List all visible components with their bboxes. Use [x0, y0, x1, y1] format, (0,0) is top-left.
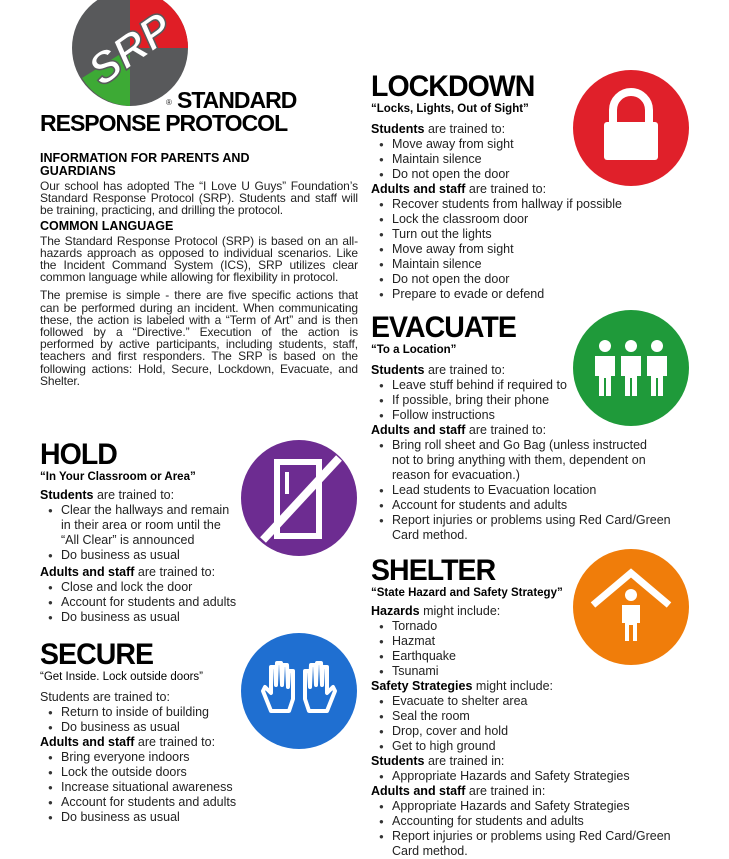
title-line-2: RESPONSE PROTOCOL [40, 110, 288, 136]
list-item: ● Clear the hallways and remain [40, 503, 250, 518]
list-item: ● Turn out the lights [371, 227, 651, 242]
list-item: ● Account for students and adults [40, 595, 250, 610]
shelter-hazards-label: Hazards might include: [371, 604, 501, 618]
shelter-directive: “State Hazard and Safety Strategy” [371, 587, 563, 599]
title-line-1: STANDARD [177, 87, 297, 113]
shelter-person-icon [573, 549, 689, 665]
secure-staff-list [40, 750, 260, 825]
list-item: ● Tsunami [371, 664, 671, 679]
list-item: ● Recover students from hallway if possible [371, 197, 651, 212]
list-item: ● Report injuries or problems using Red Card/Green Card method. [371, 829, 674, 859]
list-item: ● Evacuate to shelter area [371, 694, 671, 709]
door-icon [241, 440, 357, 556]
list-item: ● Drop, cover and hold [371, 724, 671, 739]
secure-students-label: Students are trained to: [40, 690, 170, 704]
shelter-students-label: Students are trained in: [371, 754, 505, 768]
secure-section [40, 640, 260, 825]
list-item: ● Accounting for students and adults [371, 814, 671, 829]
evacuate-badge [573, 310, 689, 426]
shelter-title: SHELTER [371, 554, 496, 587]
shelter-staff-label: Adults and staff are trained in: [371, 784, 546, 798]
list-item: ● Do not open the door [371, 272, 651, 287]
shelter-strategies-label: Safety Strategies might include: [371, 679, 554, 693]
list-item: ● Bring roll sheet and Go Bag (unless instructed not to bring anything with them, dependent on reason for evacuation.) [371, 438, 666, 483]
list-item: ● Appropriate Hazards and Safety Strategies [371, 769, 671, 784]
list-item: ● Bring everyone indoors [40, 750, 260, 765]
list-item: ● Increase situational awareness [40, 780, 260, 795]
srp-logo-icon [72, 0, 190, 112]
people-icon [573, 310, 689, 426]
list-item: ● Lead students to Evacuation location [371, 483, 671, 498]
lockdown-title: LOCKDOWN [371, 70, 535, 103]
hold-students-label: Students are trained to: [40, 488, 175, 502]
lockdown-directive: “Locks, Lights, Out of Sight” [371, 103, 529, 115]
lockdown-staff-label: Adults and staff are trained to: [371, 182, 547, 196]
hold-staff-label: Adults and staff are trained to: [40, 565, 216, 579]
hands-icon [241, 633, 357, 749]
list-item: ● Report injuries or problems using Red Card/Green Card method. [371, 513, 674, 543]
list-item: ● Do business as usual [40, 610, 250, 625]
list-item: ● Move away from sight [371, 242, 651, 257]
list-item: ● Do business as usual [40, 810, 260, 825]
hold-title: HOLD [40, 438, 117, 471]
shelter-strategies-list [371, 694, 671, 754]
list-item: ● Do business as usual [40, 720, 260, 735]
list-item: ● Account for students and adults [40, 795, 260, 810]
hold-students-list [40, 503, 250, 563]
list-item: ● Do not open the door [371, 167, 651, 182]
lockdown-badge [573, 70, 689, 186]
list-item: “All Clear” is announced [61, 533, 195, 547]
secure-title: SECURE [40, 638, 154, 671]
list-item: ● Move away from sight [371, 137, 651, 152]
list-item: ● Maintain silence [371, 257, 651, 272]
list-item: ● Seal the room [371, 709, 671, 724]
list-item: ● Do business as usual [40, 548, 250, 563]
list-item: ● Close and lock the door [40, 580, 250, 595]
list-item: ● If possible, bring their phone [371, 393, 671, 408]
shelter-students-list [371, 769, 671, 784]
list-item: ● Hazmat [371, 634, 671, 649]
hold-directive: “In Your Classroom or Area” [40, 471, 196, 483]
evacuate-title: EVACUATE [371, 311, 516, 344]
list-item: ● Return to inside of building [40, 705, 260, 720]
info-paragraph-2: The Standard Response Protocol (SRP) is based on an all-hazards approach as opposed to individual scenarios. Like the Incident Command System (ICS), SRP utilizes clear common language while allowing for flexibility in protocol. [40, 233, 358, 285]
list-item: ● Tornado [371, 619, 671, 634]
hold-section [40, 440, 250, 625]
list-item: ● Get to high ground [371, 739, 671, 754]
list-item: ● Prepare to evade or defend [371, 287, 651, 302]
lockdown-staff-list [371, 197, 651, 302]
common-language-heading: COMMON LANGUAGE [40, 218, 174, 233]
info-section [40, 152, 358, 387]
list-item: ● Leave stuff behind if required to [371, 378, 671, 393]
info-paragraph-1: Our school has adopted The “I Love U Guys” Foundation’s Standard Response Protocol (SRP). Students and staff will be training, practicing, and drilling the protocol. [40, 179, 358, 218]
hold-badge [241, 440, 357, 556]
svg-text:SRP: SRP [79, 3, 182, 96]
lockdown-students-label: Students are trained to: [371, 122, 506, 136]
evacuate-students-label: Students are trained to: [371, 363, 506, 377]
shelter-staff-list [371, 799, 671, 859]
list-item: ● Lock the outside doors [40, 765, 260, 780]
evacuate-directive: “To a Location” [371, 344, 457, 356]
secure-staff-label: Adults and staff are trained to: [40, 735, 216, 749]
padlock-icon [573, 70, 689, 186]
list-item: ● Appropriate Hazards and Safety Strategies [371, 799, 671, 814]
secure-directive: “Get Inside. Lock outside doors” [40, 671, 203, 683]
secure-students-list [40, 705, 260, 735]
list-item: ● Earthquake [371, 649, 671, 664]
list-item: ● Lock the classroom door [371, 212, 651, 227]
info-paragraph-3: The premise is simple - there are five specific actions that can be performed during an incident. When communicating these, the action is labeled with a “Term of Art” and is then followed by a “Directive.” Execution of the action is performed by active participants, including students, staff, teachers and first responders. The SRP is based on the following actions: Hold, Secure, Lockdown, Evacuate, and Shelter. [40, 288, 358, 388]
shelter-badge [573, 549, 689, 665]
info-heading: INFORMATION FOR PARENTS AND GUARDIANS [40, 151, 250, 178]
list-item: in their area or room until the [61, 518, 221, 532]
evacuate-staff-label: Adults and staff are trained to: [371, 423, 547, 437]
hold-staff-list [40, 580, 250, 625]
evacuate-staff-list [371, 438, 671, 543]
secure-badge [241, 633, 357, 749]
list-item: ● Follow instructions [371, 408, 671, 423]
list-item: ● Account for students and adults [371, 498, 671, 513]
list-item: ● Maintain silence [371, 152, 651, 167]
registered-mark: ® [166, 98, 172, 107]
